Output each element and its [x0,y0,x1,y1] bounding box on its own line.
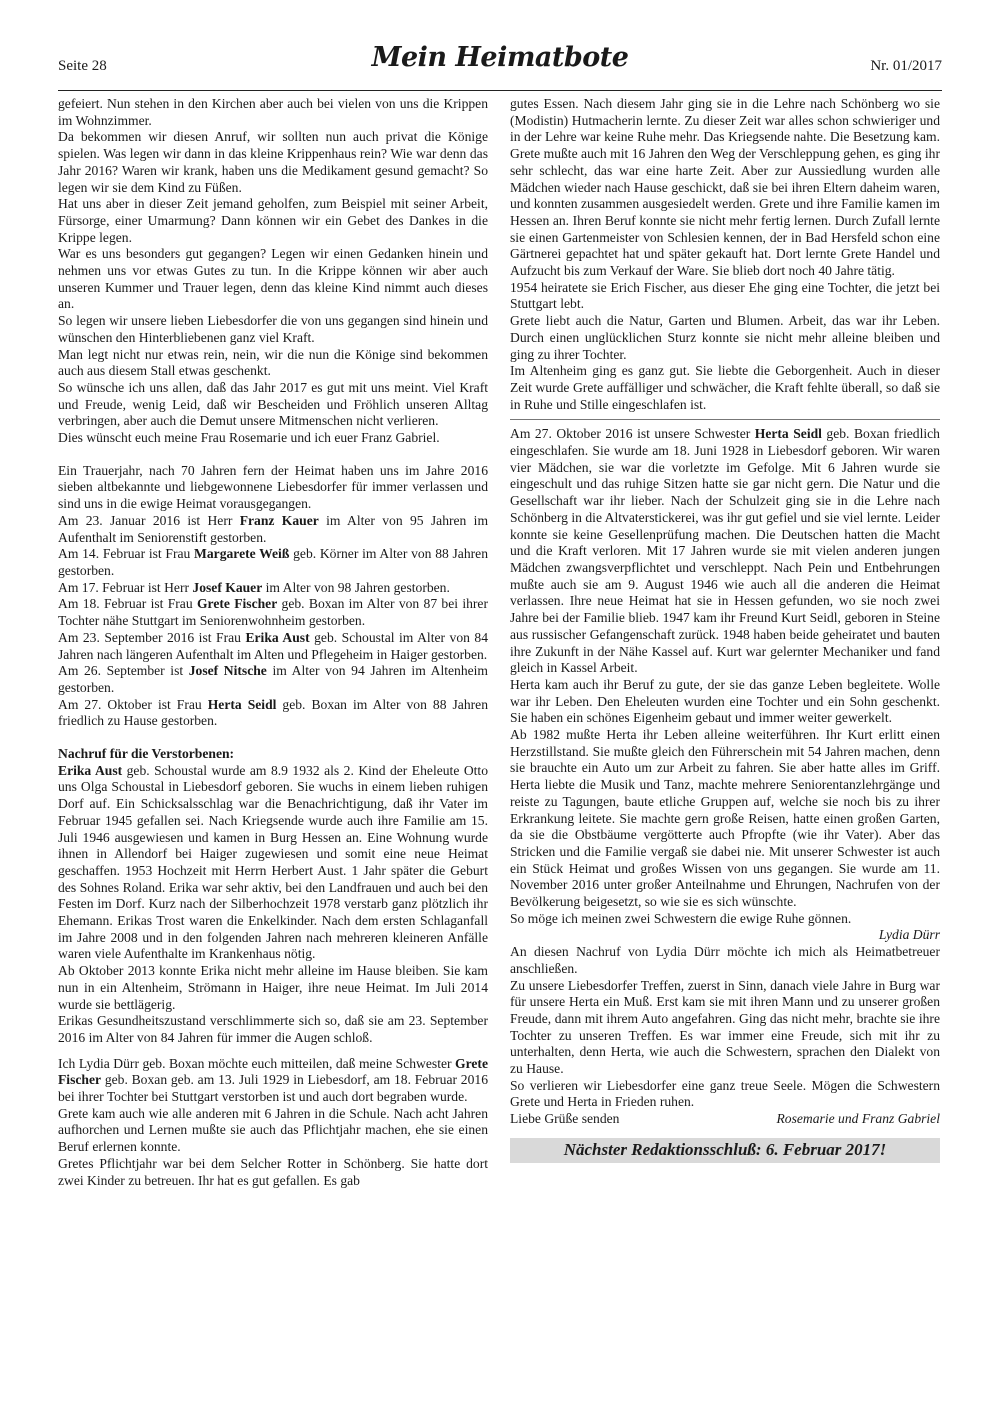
issue-number: Nr. 01/2017 [870,58,942,74]
closing-row [510,1111,940,1128]
paragraph: Gretes Pflichtjahr war bei dem Selcher Rotter in Schönberg. Sie hatte dort zwei Kinder zu betreuen. Ihr hat es gut gefallen. Es gab [58,1155,488,1188]
greeting: Liebe Grüße senden [510,1111,620,1127]
person-name: Grete Fischer [58,1055,488,1088]
paragraph: Im Altenheim ging es ganz gut. Sie liebte die Geborgenheit. Auch in dieser Zeit wurde Grete auffälliger und schwächer, die Kraft fehlte überall, so daß sie in Ruhe und Stille eingeschlafen ist. [510,363,940,412]
paragraph: Ich Lydia Dürr geb. Boxan möchte euch mitteilen, daß meine Schwester Grete Fischer geb. Boxan geb. am 13. Juli 1929 in Liebesdorf, am 18. Februar 2016 bei ihrer Tochter bei Stuttgart verstorben ist und auch dort begraben wurde. [58,1055,488,1105]
paragraph: gefeiert. Nun stehen in den Kirchen aber auch bei vielen von uns die Krippen im Wohnzimmer. [58,96,488,128]
paragraph: Herta kam auch ihr Beruf zu gute, der sie das ganze Leben begleitete. Wolle war ihr Leben. Den Eheleuten wurden eine Tochter und ein Sohn geschenkt. Sie haben ein schönes Eigenheim gebaut und immer weiter gewerkelt. [510,676,940,726]
death-notice: Am 27. Oktober ist Frau Herta Seidl geb. Boxan im Alter von 88 Jahren friedlich zu Hause gestorben. [58,696,488,729]
page-number: Seite 28 [58,58,107,74]
death-notice: Am 14. Februar ist Frau Margarete Weiß geb. Körner im Alter von 88 Jahren gestorben. [58,546,488,578]
person-name: Franz Kauer [239,512,319,528]
paragraph: gutes Essen. Nach diesem Jahr ging sie in die Lehre nach Schönberg wo sie (Modistin) Hutmacherin lernte. Zu dieser Zeit war alles schon schwieriger und in der Lehre war keine Ruhe mehr. Das Kriegsende nahte. Die Besetzung kam. Grete mußte auch mit 16 Jahren den Weg der Verschleppung gehen, es ging ihr sehr schlecht, das war eine harte Zeit. Aber zur Aussiedlung wurden alle Mädchen wieder nach Hause geschickt, daß sie bei ihren Eltern daheim waren, und konnten zusammen ausgesiedelt werden. Grete und ihre Familie kamen im Hessen an. Ihren Beruf konnte sie nicht mehr fertig lernen. Durch Zufall lernte sie einen Gartenmeister von Schlesien kennen, der in Bad Hersfeld schon eine Gärtnerei gepachtet hat und später gekauft hat. Dort lernte Grete Handel und Aufzucht bis zum Verkauf der Ware. Sie blieb dort noch 40 Jahre tätig. [510,96,940,279]
person-name: Erika Aust [245,629,310,645]
paragraph: War es uns besonders gut gegangen? Legen wir einen Gedanken hinein und nehmen uns vor etwas Gutes zu tun. In die Krippe können wir aber auch unseren Kummer und Trauer legen, denn das kleine Kind nimmt auch dieses an. [58,246,488,312]
deadline-notice: Nächster Redaktionsschluß: 6. Februar 2017! [510,1138,940,1163]
person-name: Erika Aust [58,762,123,778]
signature: Lydia Dürr [878,927,940,943]
paragraph: Man legt nicht nur etwas rein, nein, wir die nun die Könige sind bekommen auch aus diesem Stall etwas geschenkt. [58,346,488,379]
person-name: Herta Seidl [754,426,822,442]
paragraph: Grete liebt auch die Natur, Garten und Blumen. Arbeit, das war ihr Leben. Durch einen unglücklichen Sturz konnte sie nicht mehr alleine bleiben und ging zu ihrer Tochter. [510,313,940,362]
death-notice: Am 23. September 2016 ist Frau Erika Aust geb. Schoustal im Alter von 84 Jahren nach längeren Aufenthalt im Alten und Pflegeheim in Haiger gestorben. [58,629,489,662]
paragraph: Ab Oktober 2013 konnte Erika nicht mehr alleine im Hause bleiben. Sie kam nun in ein Altenheim, Strömann in Haiger, ihre neue Heimat. Im Juli 2014 wurde sie bettlägerig. [58,963,488,1012]
paragraph: So verlieren wir Liebesdorfer eine ganz treue Seele. Mögen die Schwestern Grete und Herta in Frieden ruhen. [510,1077,940,1110]
paragraph: Erikas Gesundheitszustand verschlimmerte sich so, daß sie am 23. September 2016 im Alter von 84 Jahren für immer die Augen schloß. [58,1013,488,1045]
person-name: Margarete Weiß [194,546,290,562]
left-column [58,96,488,1189]
paragraph: Hat uns aber in dieser Zeit jemand geholfen, zum Beispiel mit seiner Arbeit, Fürsorge, einer Umarmung? Dann können wir ein Gebet des Dankes in die Krippe legen. [58,196,488,245]
death-notice: Am 23. Januar 2016 ist Herr Franz Kauer im Alter von 95 Jahren im Aufenthalt im Seniorenstift gestorben. [58,512,489,545]
paragraph: So wünsche ich uns allen, daß das Jahr 2017 es gut mit uns meint. Viel Kraft und Freude, wenig Leid, daß wir Bescheiden und Fröhlich unseren Alltag verbringen, aber auch die Demut unsere Mitmenschen nicht verlieren. [58,379,488,429]
paragraph: Ab 1982 mußte Herta ihr Leben alleine weiterführen. Ihr Kurt erlitt einen Herzstillstand. Sie mußte gleich den Führerschein mit 54 Jahren machen, denn sie brauchte ein Auto um zur Arbeit zu fahren. Sie aber hatte alles im Griff. Herta liebte die Musik und Tanz, machte mehrere Seniorentanzlehrgänge und reiste zu Tagungen, baute etliche Gruppen auf, welche sie noch bis zu ihrer Erkrankung leitete. Sie machte gern große Reisen, hatte einen großen Garten, da sie die Obstbäume vergötterte auch Pfropfte (wie ihr Vater). Aber das Stricken und die Familie vergaß sie dabei nie. Mit unserer Schwester ist auch ein Stück Heimat und großes Wissen von uns gegangen. Sie wurde am 11. November 2016 unter großer Anteilnahme und Ehrungen, Nachrufen von der Bevölkerung beigesetzt, so wie sie es sich wünschte. [510,727,940,910]
death-notice: Am 17. Februar ist Herr Josef Kauer im Alter von 98 Jahren gestorben. [58,579,450,595]
divider [510,419,940,420]
paragraph: Dies wünscht euch meine Frau Rosemarie und ich euer Franz Gabriel. [58,430,440,446]
paragraph: Ein Trauerjahr, nach 70 Jahren fern der Heimat haben uns im Jahre 2016 sieben altbekannte und liebgewonnene Liebesdorfer für immer verlassen und sind uns in die ewige Heimat vorausgegangen. [58,462,488,512]
paragraph: So möge ich meinen zwei Schwestern die ewige Ruhe gönnen. [510,910,852,926]
person-name: Grete Fischer [196,596,278,612]
paragraph: Zu unsere Liebesdorfer Treffen, zuerst in Sinn, danach viele Jahre in Burg war für unsere Herta ein Muß. Erst kam sie mit ihren Mann und zu unserer großen Freude, dann mit ihrem Auto angefahren. Ging das nicht mehr, brachte sie ihre Tochter zu unseren Treffen. Es war immer eine Freude, sich mit ihr zu unterhalten, denn Herta, wie auch die Schwestern, sprachen den Dialekt von zu Hause. [510,977,940,1077]
paragraph: So legen wir unsere lieben Liebesdorfer die von uns gegangen sind hinein und wünschen den Hinterbliebenen ganz viel Kraft. [58,313,488,345]
signature: Rosemarie und Franz Gabriel [776,1111,940,1127]
paragraph: Am 27. Oktober 2016 ist unsere Schwester Herta Seidl geb. Boxan friedlich eingeschlafen. Sie wurde am 18. Juni 1928 in Liebesdorf geboren. Wir waren vier Mädchen, sie war die vorletzte im Gefolge. Mit 6 Jahren wurde sie eingeschult und das ruhige Sitzen hatte sie gar nicht gern. Die Natur und die Gesellschaft war ihr lieber. Nach der Schulzeit ging sie in die Lehre nach Schönberg in die Altvaterstickerei, was ihr gut gefiel und sie viel lernte. Leider konnte sie keine Gesellenprüfung machen. Die Deutschen hatten die Macht und die Kraft verloren. Mit 17 Jahren wurde sie mit vielen anderen jungen Mädchen zwangsverpflichtet und verschleppt. Nach Pein und Entbehrungen mußte auch sie am 9. August 1946 wie auch all die anderen die Heimat verlassen. Ihre neue Heimat hat sie in Hessen gefunden, wo sie noch zwei Jahre bei der Familie blieb. 1947 kam ihr Freund Kurt Seidl, geboren in Steine aus russischer Gefangenschaft zurück. 1948 haben beide geheiratet und bauten ihre Zukunft in der Nähe Kassel auf. Kurt war gelernter Mechaniker und fand gleich in Kassel Arbeit. [510,426,940,676]
person-name: Josef Nitsche [188,663,267,679]
death-notice: Am 26. September ist Josef Nitsche im Alter von 94 Jahren im Altenheim gestorben. [58,663,489,695]
death-notice: Am 18. Februar ist Frau Grete Fischer geb. Boxan im Alter von 87 bei ihrer Tochter nähe Stuttgart im Seniorenwohnheim gestorben. [58,596,488,629]
page-header [58,42,942,91]
section-heading: Nachruf für die Verstorbenen: [58,746,235,762]
right-column [510,96,940,1163]
paragraph: Erika Aust geb. Schoustal wurde am 8.9 1932 als 2. Kind der Eheleute Otto uns Olga Schoustal in Liebesdorf geboren. Sie wuchs in einem lieben ruhigen Dorf auf. Ein Schicksalsschlag war die Benachrichtigung, daß ihr Vater im Februar 1945 gefallen sei. Nach Kriegsende wurde auch ihre Familie am 15. Juli 1946 ausgewiesen und kamen in Burg Hessen an. Eine Wohnung wurde ihnen in Allendorf bei Haiger zugewiesen und somit eine neue Heimat geschaffen. 1953 Hochzeit mit Herrn Herbert Aust. 1 Jahr später die Geburt des Sohnes Roland. Erika war sehr aktiv, bei den Landfrauen und auch bei den Festen im Dorf. Kurz nach der Silberhochzeit 1978 verstarb ganz plötzlich ihr Ehemann. Erikas Trost waren die Enkelkinder. Nach dem ersten Schlaganfall im Jahre 2008 und in den folgenden Jahren nach mehreren kleineren Anfälle waren viele Aufenthalte im Krankenhaus nötig. [58,762,488,962]
person-name: Josef Kauer [192,579,263,595]
paragraph: 1954 heiratete sie Erich Fischer, aus dieser Ehe ging eine Tochter, die jetzt bei Stuttgart lebt. [510,279,940,312]
paragraph: Da bekommen wir diesen Anruf, wir sollten nun auch privat die Könige spielen. Was legen wir dann in das kleine Krippenhaus rein? Wie war denn das Jahr 2016? Waren wir krank, haben uns die Medikament gesund gemacht? So legen wir sie dem Kind zu Füßen. [58,129,488,195]
paragraph: An diesen Nachruf von Lydia Dürr möchte ich mich als Heimatbetreuer anschließen. [510,944,940,976]
masthead-logo: Mein Heimatbote [371,42,629,73]
paragraph: Grete kam auch wie alle anderen mit 6 Jahren in die Schule. Nach acht Jahren aufhorchen und Lernen mußte sie auch das Pflichtjahr machen, ehe sie einen Beruf erlernen konnte. [58,1105,488,1155]
person-name: Herta Seidl [207,696,277,712]
